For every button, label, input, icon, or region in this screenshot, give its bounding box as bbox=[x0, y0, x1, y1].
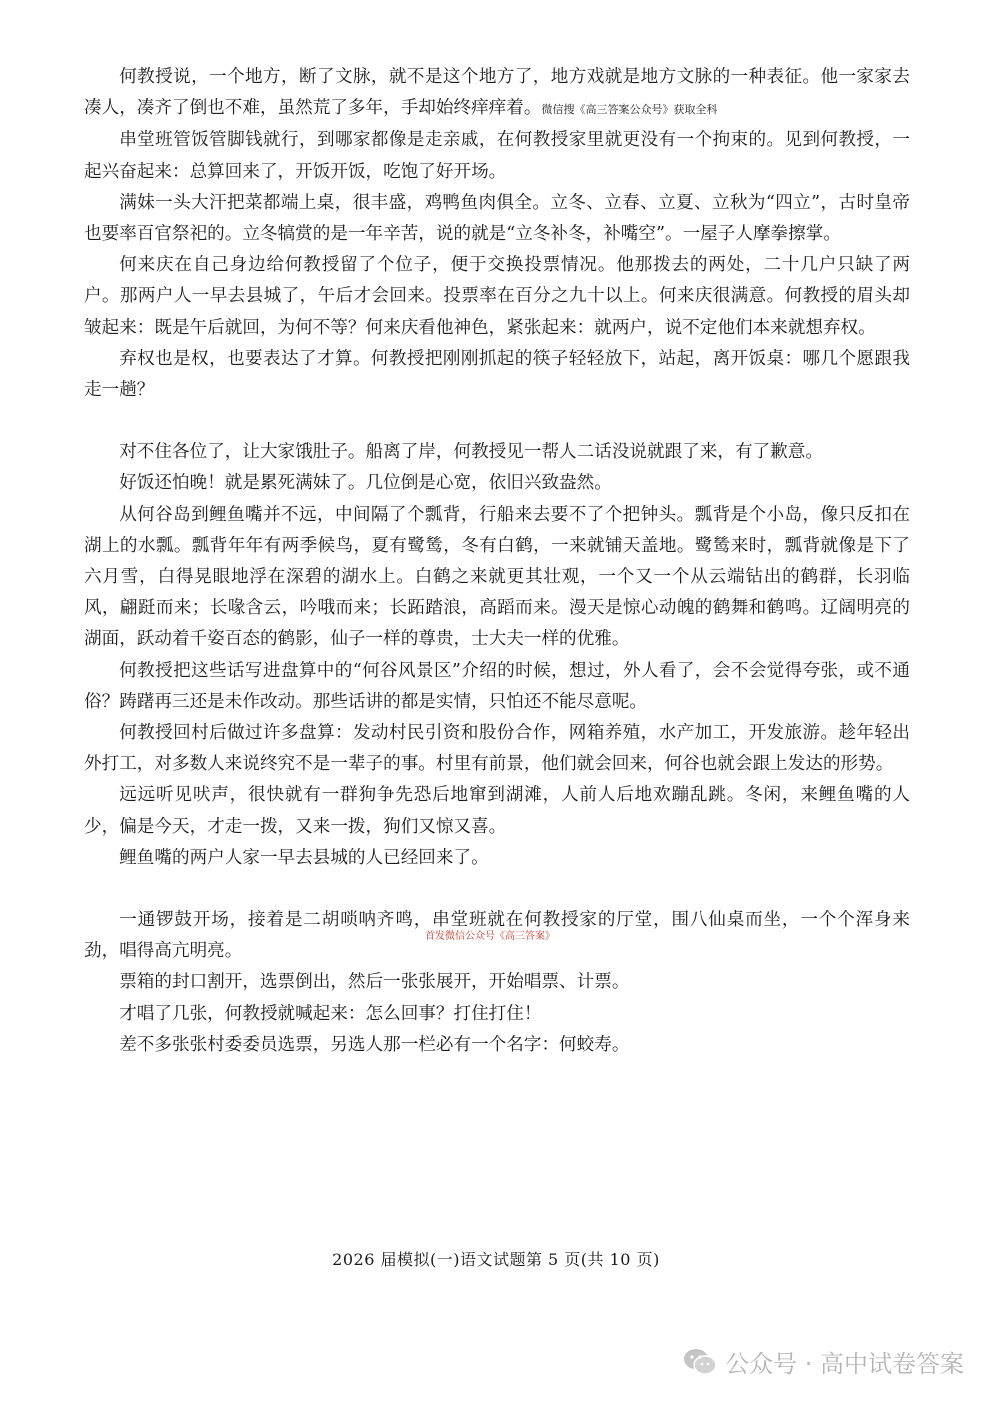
paragraph-13-wrapper bbox=[84, 905, 910, 967]
section-break bbox=[84, 874, 910, 905]
watermark-text: 公众号 · 高中试卷答案 bbox=[725, 1350, 964, 1378]
paragraph-9: 何教授把这些话写进盘算中的“何谷风景区”介绍的时候，想过，外人看了，会不会觉得夸张，或不通俗？踌躇再三还是未作改动。那些话讲的都是实情，只怕还不能尽意呢。 bbox=[84, 660, 910, 712]
paragraph-12: 鲤鱼嘴的两户人家一早去县城的人已经回来了。 bbox=[119, 847, 489, 868]
inline-promo-note: 微信搜《高三答案公众号》获取全科 bbox=[541, 103, 718, 117]
watermark bbox=[683, 1344, 964, 1379]
paragraph-5: 弃权也是权，也要表达了才算。何教授把刚刚抓起的筷子轻轻放下，站起，离开饭桌：哪几个愿跟我走一趟？ bbox=[84, 348, 910, 401]
paragraph-15: 才唱了几张，何教授就喊起来：怎么回事？打住打住！ bbox=[119, 1003, 542, 1024]
paragraph-4: 何来庆在自己身边给何教授留了个位子，便于交换投票情况。他那拨去的两处，二十几户只缺了两户。那两户人一早去县城了，午后才会回来。投票率在百分之九十以上。何来庆很满意。何教授的眉头却皱起来：既是午后就回，为何不等？何来庆看他神色，紧张起来：就两户，说不定他们本来就想弃权。 bbox=[84, 255, 910, 338]
document-body bbox=[84, 62, 910, 1061]
red-promo-note: 首发微信公众号《高三答案》 bbox=[425, 931, 555, 943]
section-break bbox=[84, 406, 910, 437]
paragraph-16: 差不多张张村委委员选票，另选人那一栏必有一个名字：何蛟寿。 bbox=[119, 1034, 630, 1055]
paragraph-13: 一通锣鼓开场，接着是二胡唢呐齐鸣，串堂班就在何教授家的厅堂，围八仙桌而坐，一个个浑身来劲，唱得高亢明亮。 bbox=[84, 910, 910, 962]
paragraph-6: 对不住各位了，让大家饿肚子。船离了岸，何教授见一帮人二话没说就跟了来，有了歉意。 bbox=[119, 442, 823, 463]
paragraph-3: 满妹一头大汗把菜都端上桌，很丰盛，鸡鸭鱼肉俱全。立冬、立春、立夏、立秋为“四立”，古时皇帝也要率百官祭祀的。立冬犒赏的是一年辛苦，说的就是“立冬补冬，补嘴空”。一屋子人摩拳擦掌。 bbox=[84, 192, 910, 245]
paragraph-14: 票箱的封口割开，选票倒出，然后一张张展开，开始唱票、计票。 bbox=[119, 972, 630, 993]
paragraph-11: 远远听见吠声，很快就有一群狗争先恐后地窜到湖滩，人前人后地欢蹦乱跳。冬闲，来鲤鱼嘴的人少，偏是今天，才走一拨，又来一拨，狗们又惊又喜。 bbox=[84, 785, 910, 837]
paragraph-8: 从何谷岛到鲤鱼嘴并不远，中间隔了个瓢背，行船来去要不了个把钟头。瓢背是个小岛，像只反扣在湖上的水瓢。瓢背年年有两季候鸟，夏有鹭鸶，冬有白鹤，一来就铺天盖地。鹭鸶来时，瓢背就像是下了六月雪，白得晃眼地浮在深碧的湖水上。白鹤之来就更其壮观，一个又一个从云端钻出的鹤群，长羽临风，翩跹而来；长喙含云，吟哦而来；长跖踏浪，高蹈而来。漫天是惊心动魄的鹤舞和鹤鸣。辽阔明亮的湖面，跃动着千姿百态的鹤影，仙子一样的尊贵，士大夫一样的优雅。 bbox=[84, 504, 910, 650]
paragraph-7: 好饭还怕晚！就是累死满妹了。几位倒是心宽，依旧兴致盎然。 bbox=[119, 473, 612, 494]
paragraph-2: 串堂班管饭管脚钱就行，到哪家都像是走亲戚，在何教授家里就更没有一个拘束的。见到何教授，一起兴奋起来：总算回来了，开饭开饭，吃饱了好开场。 bbox=[84, 130, 910, 182]
paragraph-1 bbox=[84, 62, 910, 125]
page-footer: 2026 届模拟(一)语文试题第 5 页(共 10 页) bbox=[332, 1250, 660, 1269]
paragraph-10: 何教授回村后做过许多盘算：发动村民引资和股份合作，网箱养殖，水产加工，开发旅游。趁年轻出外打工，对多数人来说终究不是一辈子的事。村里有前景，他们就会回来，何谷也就会跟上发达的形势。 bbox=[84, 723, 910, 775]
wechat-icon bbox=[683, 1348, 717, 1376]
paragraph-1-text: 何教授说，一个地方，断了文脉，就不是这个地方了，地方戏就是地方文脉的一种表征。他一家家去凑人，凑齐了倒也不难，虽然荒了多年，手却始终痒痒着。 bbox=[84, 67, 910, 119]
